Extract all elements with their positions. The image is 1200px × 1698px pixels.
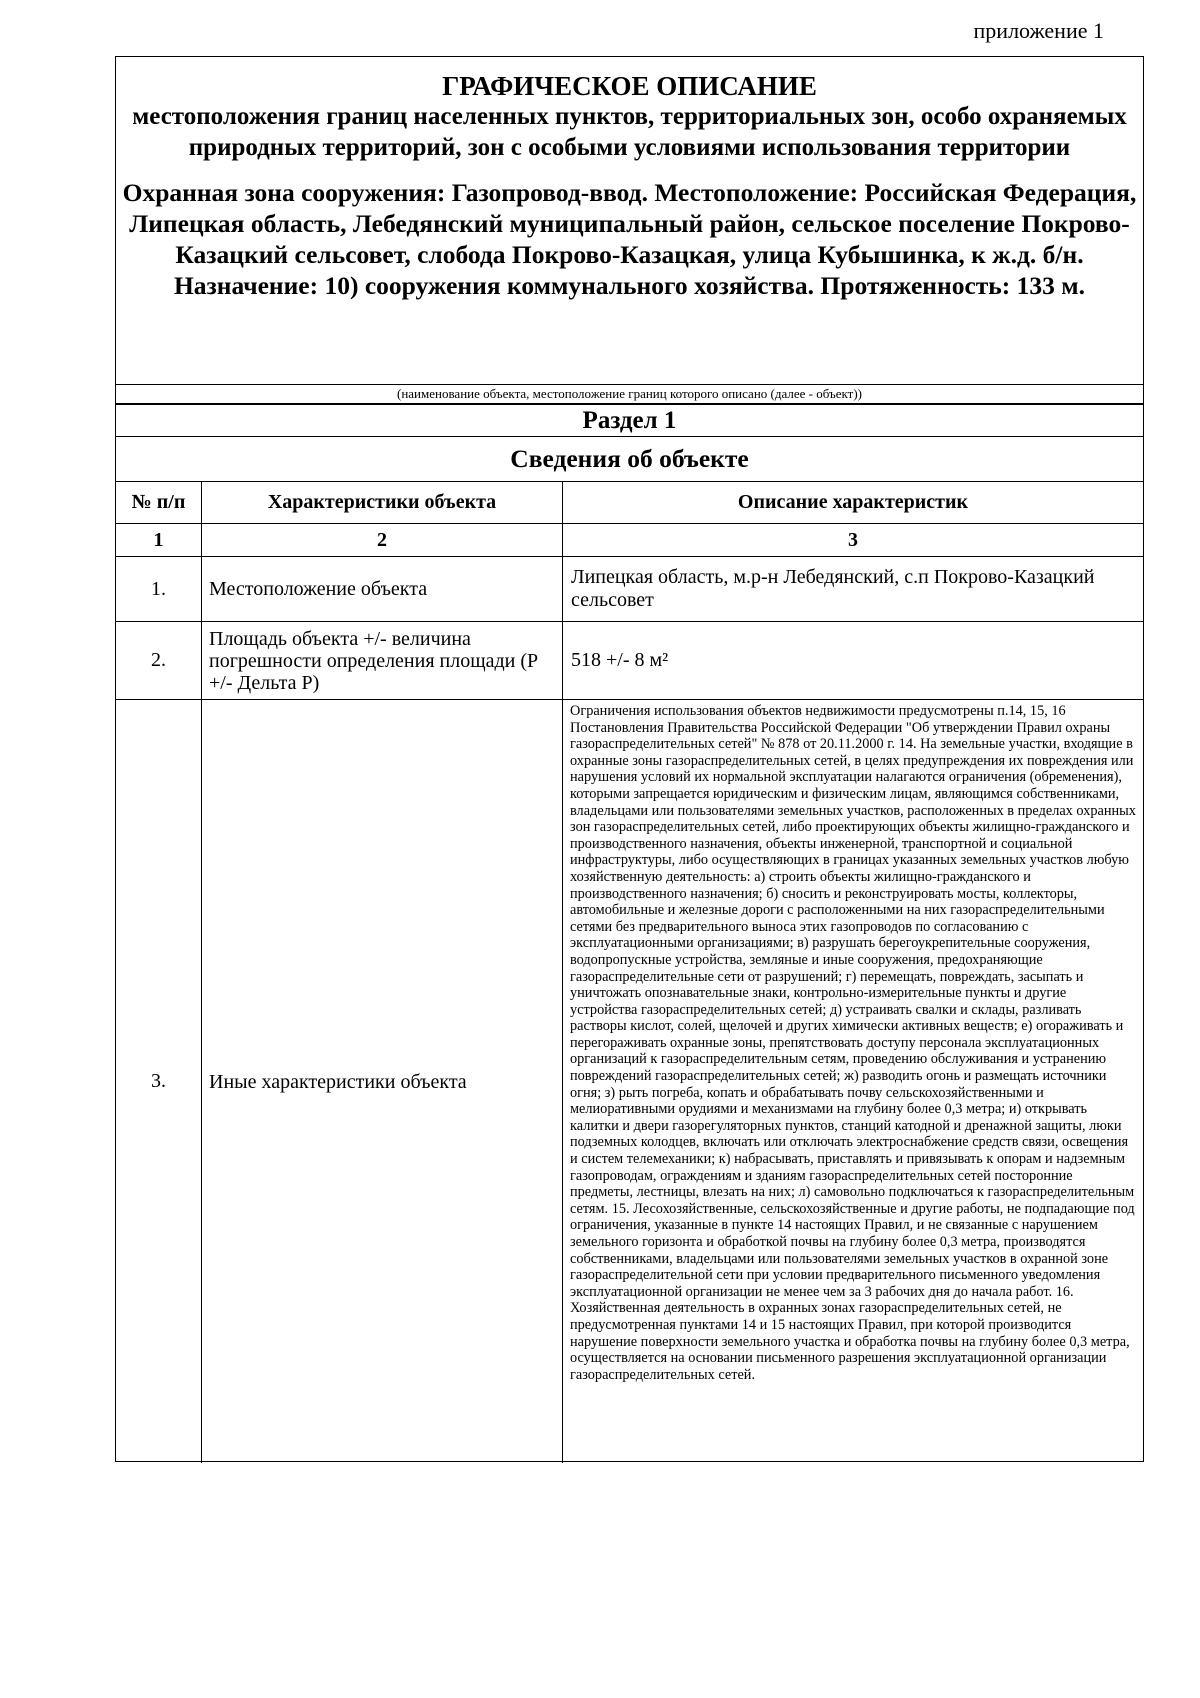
header-number: № п/п: [116, 482, 202, 523]
section-label: Раздел 1: [116, 404, 1143, 436]
appendix-label: приложение 1: [973, 18, 1104, 43]
row-characteristic: Иные характеристики объекта: [202, 700, 563, 1463]
object-caption: (наименование объекта, местоположение границ которого описано (далее - объект)): [116, 384, 1143, 404]
document-frame: [115, 56, 1144, 1462]
table-row: [116, 699, 1143, 1463]
document-header: [116, 57, 1143, 384]
row-number: 2.: [116, 622, 202, 699]
header-description: Описание характеристик: [737, 491, 969, 513]
row-description: Ограничения использования объектов недвижимости предусмотрены п.14, 15, 16 Постановления Правительства Российской Федерации "Об утверждении Правил охраны газораспределительных сетей" № 878 от 20.11.2000 г. 14. На земельные участки, входящие в охранные зоны газораспределительных сетей, в целях предупреждения их повреждения или нарушения условий их нормальной эксплуатации налагаются ограничения (обременения), которыми запрещается юридическим и физическим лицам, являющимся собственниками, владельцами или пользователями земельных участков, расположенных в пределах охранных зон газораспределительных сетей, либо проектирующих объекты жилищно-гражданского и производственного назначения, объекты инженерной, транспортной и социальной инфраструктуры, либо осуществляющих в границах указанных земельных участков любую хозяйственную деятельность: а) строить объекты жилищно-гражданского и производственного назначения; б) сносить и реконструировать мосты, коллекторы, автомобильные и железные дороги с расположенными на них газораспределительными сетями без предварительного выноса этих газопроводов по согласованию с эксплуатационными организациями; в) разрушать берегоукрепительные сооружения, водопропускные устройства, земляные и иные сооружения, предохраняющие газораспределительные сети от разрушений; г) перемещать, повреждать, засыпать и уничтожать опознавательные знаки, контрольно-измерительные пункты и другие устройства газораспределительных сетей; д) устраивать свалки и склады, разливать растворы кислот, солей, щелочей и других химически активных веществ; е) огораживать и перегораживать охранные зоны, препятствовать доступу персонала эксплуатационных организаций к газораспределительным сетям, проведению обслуживания и устранению повреждений газораспределительных сетей; ж) разводить огонь и размещать источники огня; з) рыть погреба, копать и обрабатывать почву сельскохозяйственными и мелиоративными орудиями и механизмами на глубину более 0,3 метра; и) открывать калитки и двери газорегуляторных пунктов, станций катодной и дренажной защиты, люки подземных колодцев, включать или отключать электроснабжение средств связи, освещения и систем телемеханики; к) набрасывать, приставлять и привязывать к опорам и надземным газопроводам, ограждениям и зданиям газораспределительных сетей посторонние предметы, лестницы, влезать на них; л) самовольно подключаться к газораспределительным сетям. 15. Лесохозяйственные, сельскохозяйственные и другие работы, не подпадающие под ограничения, указанные в пункте 14 настоящих Правил, и не связанные с нарушением земельного горизонта и обработкой почвы на глубину более 0,3 метра, производятся собственниками, владельцами или пользователями земельных участков в охранной зоне газораспределительной сети при условии предварительного письменного уведомления эксплуатационной организации не менее чем за 3 рабочих дня до начала работ. 16. Хозяйственная деятельность в охранных зонах газораспределительных сетей, не предусмотренная пунктами 14 и 15 настоящих Правил, при которой производится нарушение поверхности земельного участка и обработка почвы на глубину более 0,3 метра, осуществляется на основании письменного разрешения эксплуатационной организации газораспределительных сетей.: [570, 703, 1136, 1383]
object-name: Охранная зона сооружения: Газопровод-ввод. Местоположение: Российская Федерация, Липецкая область, Лебедянский муниципальный район, сельское поселение Покрово-Казацкий сельсовет, слобода Покрово-Казацкая, улица Кубышинка, к ж.д. б/н. Назначение: 10) сооружения коммунального хозяйства. Протяженность: 133 м.: [122, 178, 1137, 300]
table-column-numbers-row: [116, 523, 1143, 556]
section-title: Сведения об объекте: [116, 436, 1143, 481]
row-description: 518 +/- 8 м²: [571, 649, 669, 671]
table-row: [116, 556, 1143, 621]
table-row: [116, 621, 1143, 699]
row-number: 1.: [116, 557, 202, 621]
row-characteristic: Площадь объекта +/- величина погрешности определения площади (P +/- Дельта P): [202, 622, 563, 699]
column-number-1: 1: [116, 524, 202, 556]
document-subtitle: местоположения границ населенных пунктов, территориальных зон, особо охраняемых природных территорий, зон с особыми условиями использования территории: [132, 103, 1127, 161]
table-header-row: [116, 481, 1143, 523]
document-title: ГРАФИЧЕСКОЕ ОПИСАНИЕ: [442, 71, 817, 101]
header-characteristic: Характеристики объекта: [202, 482, 563, 523]
column-number-3: 3: [848, 528, 858, 551]
column-number-2: 2: [202, 524, 563, 556]
row-description: Липецкая область, м.р-н Лебедянский, с.п Покрово-Казацкий сельсовет: [571, 566, 1095, 611]
row-number: 3.: [116, 700, 202, 1463]
row-characteristic: Местоположение объекта: [202, 557, 563, 621]
